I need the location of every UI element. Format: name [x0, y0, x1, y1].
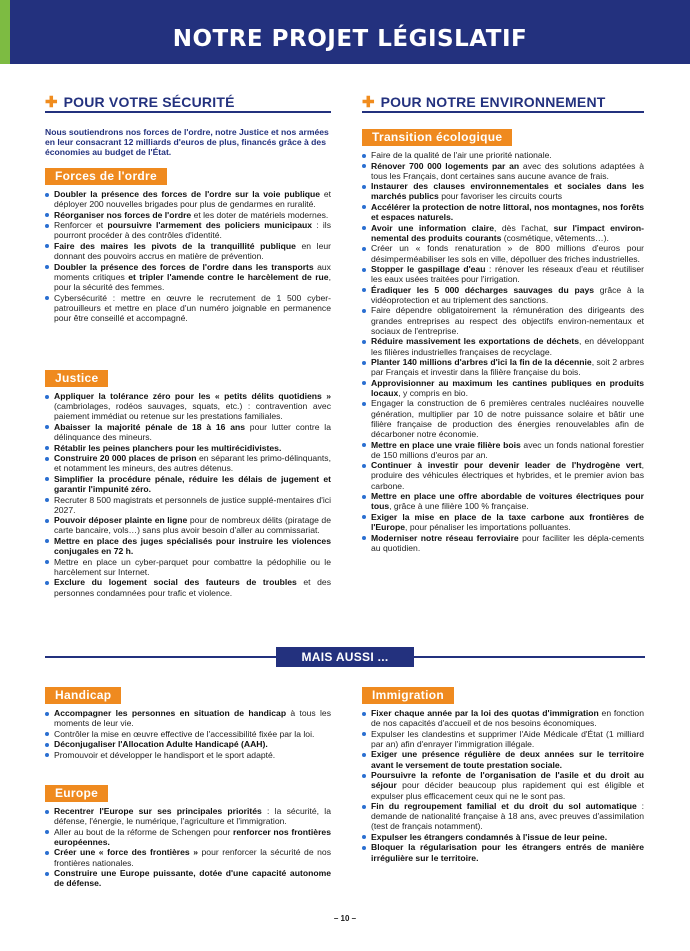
list-item: [362, 264, 644, 284]
section-title-environnement: [362, 93, 644, 113]
item-text: Expulser les clandestins et supprimer l'Aide Médicale d'État (1 milliard par an) afin d'enrayer l'immigration illégale.: [371, 728, 644, 749]
list-item: [362, 378, 644, 398]
bold-text: Bloquer la régularisation pour les étrangers entrés de manière irrégulière sur le territoire.: [371, 842, 644, 863]
list-item: [362, 285, 644, 305]
item-text: Aller au bout de la réforme de Schengen pour: [54, 826, 233, 837]
bold-text: Abaisser la majorité pénale de 18 à 16 ans: [54, 421, 246, 432]
intro-paragraph: Nous soutiendrons nos forces de l'ordre, notre Justice et nos armées en leur consacrant 12 milliards d'euros de plus, financés grâce à des économies au budget de l'État.: [45, 127, 329, 158]
list-item: [45, 708, 331, 728]
item-text: : ils pourront procéder à des contrôles d'identité.: [54, 220, 331, 241]
item-text: en séparant les primo-délinquants, et notamment les mineurs, des autres détenus.: [54, 453, 331, 474]
subheading-transition-ecologique: Transition écologique: [362, 129, 512, 146]
item-text: et déployer 200 nouvelles brigades pour plus de gendarmes en ruralité.: [54, 189, 331, 210]
section-title-securite: [45, 93, 331, 113]
subheading-forces-ordre: Forces de l'ordre: [45, 168, 167, 185]
list-item: [45, 210, 331, 220]
item-text: , produire des véhicules électriques et hybrides, et le premier avion bas carbone.: [371, 460, 644, 491]
list-item: [45, 495, 331, 515]
list-item: [45, 868, 331, 888]
item-text: en leur donnant des pouvoirs accrus en matière de prévention.: [54, 240, 331, 262]
item-text: , y compris en bio.: [398, 387, 468, 398]
item-text: Engager la construction de 6 premières centrales nucléaires nouvelle génération, multiplier par 10 de notre puissance solaire et bâtir une filière française de production des énergies renouvelables afin de décarboner notre économie.: [371, 398, 644, 440]
item-text: avec un fonds national forestier de 150 millions d'euros par an.: [371, 439, 644, 460]
item-text: Mettre en place un cyber-parquet pour combattre la pédophilie ou le harcèlement sur Internet.: [54, 556, 331, 577]
list-item: [45, 515, 331, 535]
list-item: [362, 842, 644, 862]
list-item: [362, 161, 644, 181]
list-item: [362, 440, 644, 460]
bold-text: Avoir une information claire: [371, 222, 495, 233]
bold-text: renforcer nos frontières européennes.: [54, 826, 331, 847]
list-europe: [45, 806, 331, 889]
list-item: [45, 443, 331, 453]
bold-text: et tripler l'amende contre le harcèlement de rue: [128, 271, 329, 282]
list-item: [362, 708, 644, 728]
item-text: : la sécurité, la défense, l'énergie, le numérique, l'agriculture et l'immigration.: [54, 806, 331, 827]
list-justice: [45, 391, 331, 598]
item-text: avec des solutions adaptées à tous les Français, dont certaines sans aucune avance de frais.: [371, 160, 644, 181]
item-text: et des personnes condamnées pour trafic et violence.: [54, 577, 331, 598]
item-text: Créer un « fonds renaturation » de 800 millions d'euros pour désimperméabiliser les sols en ville, dépolluer des friches industrielles.: [371, 243, 644, 264]
list-item: [45, 536, 331, 556]
list-item: [362, 832, 644, 842]
bold-text: Réorganiser nos forces de l'ordre: [54, 209, 192, 220]
bold-text: Rénover 700 000 logements par an: [371, 160, 520, 171]
list-item: [362, 491, 644, 511]
list-item: [45, 422, 331, 442]
block-immigration: [362, 686, 644, 863]
item-text: pour de nombreux délits (piratage de carte bancaire, vols…) sans plus avoir besoin d'aller au commissariat.: [54, 515, 331, 536]
item-text: Faire dépendre obligatoirement la rémunération des dirigeants des grandes entreprises au respect des objectifs environ-nementaux et sociaux de l'entreprise.: [371, 305, 644, 336]
list-transition-ecologique: [362, 150, 644, 553]
item-text: pour décider beaucoup plus rapidement qui est éligible et expulser plus efficacement ceux qui ne le sont pas.: [371, 780, 644, 801]
item-text: , soit 2 arbres par Français et investir dans la filière française du bois.: [371, 357, 645, 378]
subheading-handicap: Handicap: [45, 687, 121, 704]
item-text: Cybersécurité : mettre en œuvre le recrutement de 1 500 cyber-patrouilleurs et mettre en place d'un numéro joignable en permanence pour être conseillé et accompagné.: [54, 292, 331, 323]
bold-text: Appliquer la tolérance zéro pour les « petits délits quotidiens »: [54, 391, 331, 401]
list-forces-ordre: [45, 189, 331, 323]
item-text: aux moments critiques: [54, 261, 331, 282]
subheading-justice: Justice: [45, 370, 108, 387]
list-item: [45, 474, 331, 494]
section-title-text: POUR NOTRE ENVIRONNEMENT: [380, 94, 606, 110]
list-immigration: [362, 708, 644, 863]
list-item: [45, 577, 331, 597]
list-handicap: [45, 708, 331, 760]
list-item: [45, 750, 331, 760]
list-item: [362, 357, 644, 377]
bold-text: poursuivre l'armement des policiers municipaux: [107, 220, 313, 231]
plus-icon: ✚: [362, 93, 375, 111]
item-text: : rénover les réseaux d'eau et réutiliser les eaux usées traitées pour l'irrigation.: [371, 264, 644, 285]
item-text: à tous les moments de leur vie.: [54, 708, 331, 729]
item-text: Contrôler la mise en œuvre effective de l'accessibilité fixée par la loi.: [54, 728, 315, 739]
item-text: : demande de nationalité française à 18 ans, avec preuves d'assimilation (test de français notamment).: [371, 801, 644, 832]
list-item: [362, 770, 644, 801]
bold-text: Construire une Europe puissante, dotée d'une capacité autonome de défense.: [54, 868, 331, 889]
list-item: [362, 512, 644, 532]
bold-text: Planter 140 millions d'arbres d'ici la fin de la décennie: [371, 357, 592, 368]
bold-text: Pouvoir déposer plainte en ligne: [54, 515, 188, 526]
list-item: [362, 533, 644, 553]
subheading-europe: Europe: [45, 785, 108, 802]
list-item: [362, 729, 644, 749]
bold-text: Simplifier la procédure pénale, réduire les délais de jugement et garantir l'impunité zéro.: [54, 473, 331, 495]
list-item: [45, 453, 331, 473]
green-accent-strip: [0, 0, 10, 64]
list-item: [45, 220, 331, 240]
list-item: [45, 847, 331, 867]
bold-text: Éradiquer les 5 000 décharges sauvages du pays: [371, 284, 595, 295]
list-item: [45, 189, 331, 209]
bold-text: Stopper le gaspillage d'eau: [371, 264, 486, 275]
bold-text: Mettre en place des juges spécialisés pour instruire les violences conjugales en 72 h.: [54, 535, 331, 557]
list-item: [45, 806, 331, 826]
list-item: [362, 305, 644, 336]
item-text: , pour pénaliser les importations polluantes.: [405, 522, 571, 533]
block-forces-ordre: [45, 167, 331, 323]
bold-text: Rétablir les peines planchers pour les multirécidivistes.: [54, 442, 282, 453]
bold-text: Exiger la mise en place de la taxe carbone aux frontières de l'Europe: [371, 511, 644, 533]
list-item: [362, 223, 644, 243]
bold-text: Mettre en place une offre abordable de voitures électriques pour tous: [371, 491, 644, 512]
list-item: [45, 739, 331, 749]
item-text: en fonction de nos capacités d'accueil et de nos besoins économiques.: [371, 708, 644, 729]
bold-text: Créer une « force des frontières »: [54, 847, 198, 858]
item-text: , dès l'achat,: [494, 222, 554, 233]
list-item: [362, 749, 644, 769]
item-text: , pour la sécurité des femmes.: [54, 271, 331, 293]
item-text: pour renforcer la sécurité de nos frontières nationales.: [54, 847, 331, 868]
bold-text: Mettre en place une vraie filière bois: [371, 439, 521, 450]
list-item: [362, 202, 644, 222]
bold-text: Réduire massivement les exportations de déchets: [371, 336, 579, 347]
list-item: [45, 241, 331, 261]
item-text: pour lutter contre la délinquance des mineurs.: [54, 421, 331, 443]
list-item: [362, 181, 644, 201]
block-justice: [45, 369, 331, 598]
section-title-text: POUR VOTRE SÉCURITÉ: [63, 94, 235, 110]
bold-text: Expulser les étrangers condamnés à l'issue de leur peine.: [371, 831, 608, 842]
item-text: pour faciliter les dépla-cements au quotidien.: [371, 532, 645, 553]
bold-text: Exiger une présence régulière de deux années sur le territoire avant le versement de toute prestation sociale.: [371, 749, 644, 770]
list-item: [45, 391, 331, 422]
list-item: [362, 150, 644, 160]
list-item: [45, 557, 331, 577]
item-text: Promouvoir et développer le handisport et le sport adapté.: [54, 749, 276, 760]
bold-text: Doubler la présence des forces de l'ordre dans les transports: [54, 261, 314, 272]
bold-text: Doubler la présence des forces de l'ordre sur la voie publique: [54, 189, 321, 199]
block-transition-ecologique: [362, 128, 644, 553]
item-text: grâce à la vidéoprotection et au triplement des sanctions.: [371, 284, 644, 305]
list-item: [45, 262, 331, 293]
bold-text: Instaurer des clauses environnementales et sociales dans les marchés publics: [371, 181, 644, 202]
page-number: – 10 –: [333, 914, 357, 923]
item-text: (cambriolages, rodéos sauvages, squats, etc.) : contravention avec paiement immédiat ou retenue sur les prestations familiales.: [54, 401, 331, 422]
item-text: Renforcer et: [54, 220, 108, 231]
list-item: [45, 827, 331, 847]
list-item: [45, 293, 331, 324]
item-text: Recruter 8 500 magistrats et personnels de justice supplé-mentaires d'ici 2027.: [54, 494, 331, 515]
page-title: NOTRE PROJET LÉGISLATIF: [172, 26, 528, 52]
bold-text: Fin du regroupement familial et du droit du sol automatique: [371, 801, 637, 812]
bold-text: Construire 20 000 places de prison: [54, 453, 197, 464]
mais-aussi-banner: MAIS AUSSI ...: [276, 647, 414, 667]
list-item: [362, 243, 644, 263]
list-item: [362, 398, 644, 439]
item-text: pour favoriser les circuits courts: [438, 191, 563, 202]
bold-text: sur l'impact environ-nemental des produits courants: [371, 222, 644, 243]
bold-text: Accélérer la protection de notre littoral, nos montagnes, nos forêts et espaces naturels.: [371, 201, 644, 223]
item-text: , en développant les filières industrielles françaises de recyclage.: [371, 336, 644, 357]
list-item: [362, 460, 644, 491]
plus-icon: ✚: [45, 93, 58, 111]
bold-text: Faire des maires les pivots de la tranquillité publique: [54, 240, 296, 251]
list-item: [45, 729, 331, 739]
item-text: , grâce à une filière 100 % française.: [389, 501, 529, 512]
bold-text: Fixer chaque année par la loi des quotas d'immigration: [371, 708, 599, 718]
item-text: Faire de la qualité de l'air une priorité nationale.: [371, 150, 552, 160]
bold-text: Poursuivre la refonte de l'organisation de l'asile et du droit au séjour: [371, 770, 644, 791]
bold-text: Déconjugaliser l'Allocation Adulte Handicapé (AAH).: [54, 739, 268, 750]
block-handicap: [45, 686, 331, 760]
bold-text: Moderniser notre réseau ferroviaire: [371, 532, 519, 543]
bold-text: Approvisionner au maximum les cantines publiques en produits locaux: [371, 377, 644, 398]
bold-text: Exclure du logement social des fauteurs de troubles: [54, 577, 297, 588]
bold-text: Accompagner les personnes en situation de handicap: [54, 708, 287, 718]
block-europe: [45, 784, 331, 889]
list-item: [362, 336, 644, 356]
subheading-immigration: Immigration: [362, 687, 454, 704]
list-item: [362, 801, 644, 832]
item-text: (cosmétique, vêtements…).: [501, 232, 609, 243]
item-text: et les doter de matériels modernes.: [191, 209, 329, 220]
bold-text: Continuer à investir pour devenir leader de l'hydrogène vert: [371, 460, 642, 471]
header-banner: [10, 0, 690, 64]
bold-text: Recentrer l'Europe sur ses principales priorités: [54, 806, 262, 816]
